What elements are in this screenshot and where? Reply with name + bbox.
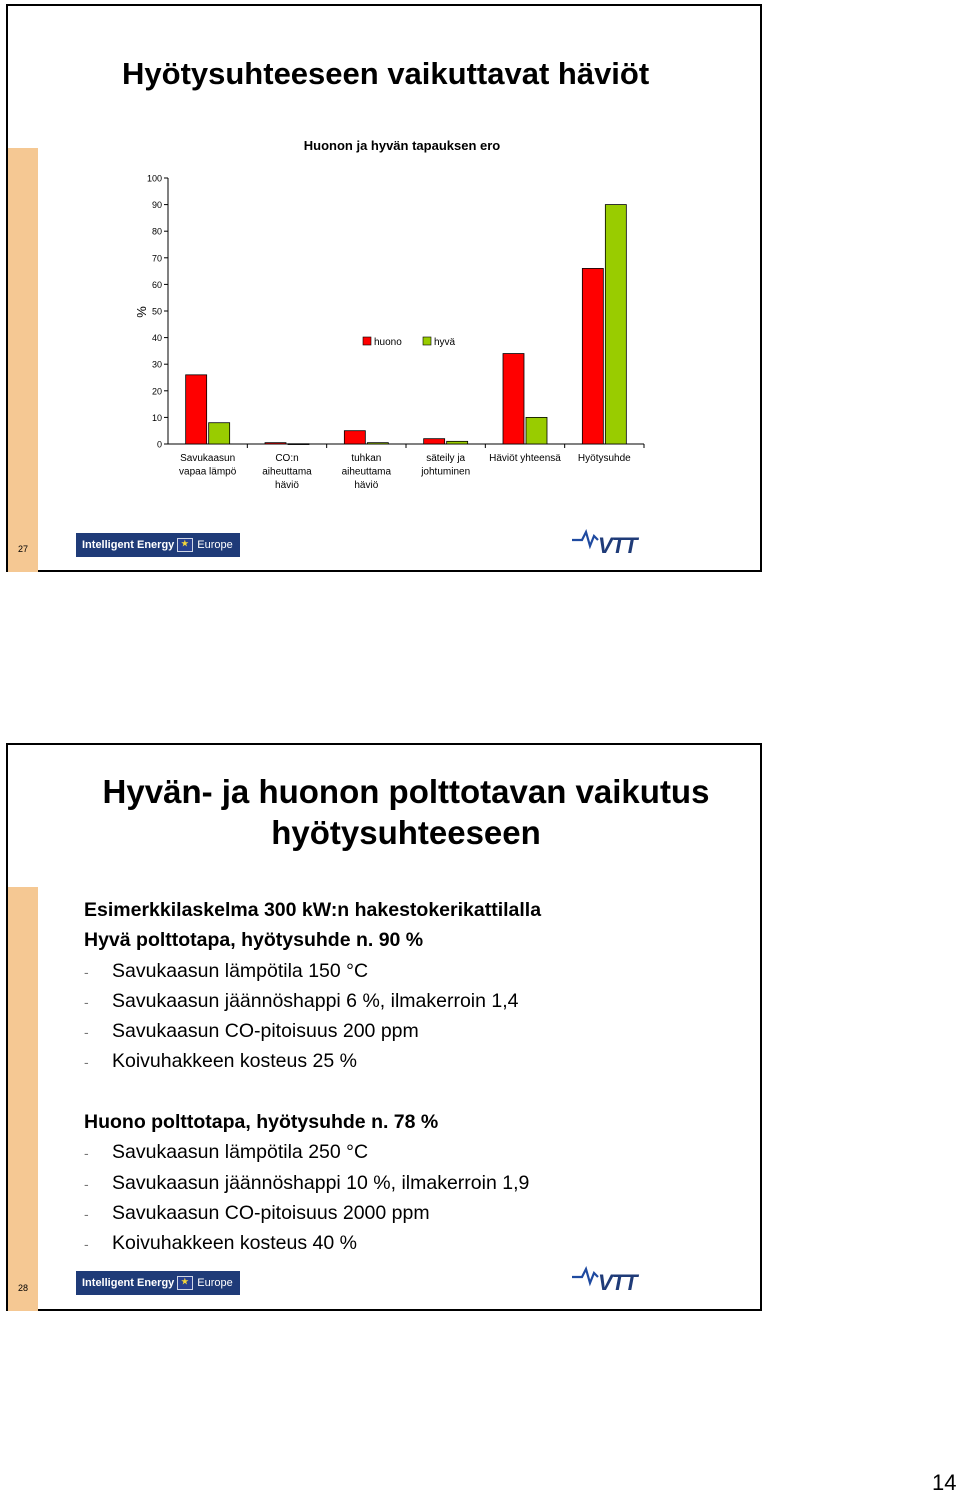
bullet-dash: - [84, 963, 89, 980]
bar-hyvä [526, 417, 547, 444]
bar-hyvä [447, 441, 468, 444]
bar-huono [424, 439, 445, 444]
bullet-dash: - [84, 1236, 89, 1253]
bullet-item [84, 1198, 541, 1228]
slide-number: 27 [18, 544, 29, 554]
legend-label-hyvä: hyvä [434, 337, 456, 348]
y-tick-label: 30 [151, 359, 162, 370]
x-tick-label: Hyötysuhde [577, 453, 631, 464]
x-tick-label: CO:n [275, 453, 299, 464]
logo-text: Intelligent Energy [82, 539, 175, 551]
svg-text:VTT: VTT [598, 1270, 637, 1293]
bullet-text: Koivuhakkeen kosteus 40 % [112, 1232, 357, 1255]
logo-text-europe: Europe [197, 539, 233, 551]
eu-flag-icon [177, 1276, 193, 1290]
x-tick-label: aiheuttama [341, 466, 392, 478]
bullet-dash: - [84, 1054, 89, 1071]
bullet-text: Savukaasun CO-pitoisuus 200 ppm [112, 1020, 419, 1043]
bullet-text: Savukaasun jäännöshappi 10 %, ilmakerroin 1,9 [112, 1171, 530, 1194]
page-number: 14 [932, 1470, 957, 1495]
bullet-item [84, 1016, 541, 1046]
bar-huono [344, 431, 365, 444]
x-tick-label: tuhkan [351, 453, 382, 464]
bullet-dash: - [84, 1024, 89, 1041]
intelligent-energy-europe-logo [76, 533, 240, 557]
bullet-item [84, 1046, 541, 1076]
chart-title: Huonon ja hyvän tapauksen ero [303, 138, 501, 153]
y-tick-label: 40 [151, 333, 162, 344]
section-heading: Huono polttotapa, hyötysuhde n. 78 % [84, 1111, 439, 1134]
x-tick-label: Häviöt yhteensä [489, 453, 561, 464]
bullet-text: Savukaasun lämpötila 250 °C [112, 1141, 369, 1164]
y-tick-label: 100 [146, 173, 162, 184]
eu-flag-icon [177, 538, 193, 552]
y-axis-label: % [134, 306, 149, 318]
section-heading: Hyvä polttotapa, hyötysuhde n. 90 % [84, 929, 424, 952]
y-tick-label: 20 [151, 386, 162, 397]
y-tick-label: 90 [151, 200, 162, 211]
legend-swatch-huono [363, 337, 371, 345]
x-tick-label: säteily ja [426, 453, 466, 464]
logo-text: Intelligent Energy [82, 1277, 175, 1289]
y-tick-label: 0 [156, 439, 162, 450]
bullet-item [84, 956, 541, 986]
bar-huono [265, 443, 286, 444]
x-tick-label: häviö [354, 480, 379, 491]
x-tick-label: aiheuttama [262, 466, 312, 478]
bar-huono [582, 268, 603, 444]
bullet-text: Savukaasun lämpötila 150 °C [112, 959, 369, 982]
bullet-dash: - [84, 1145, 89, 1162]
bullet-text: Savukaasun jäännöshappi 6 %, ilmakerroin 1,4 [112, 989, 519, 1012]
bar-hyvä [367, 443, 388, 444]
bullet-item [84, 1228, 541, 1258]
bar-hyvä [209, 423, 230, 444]
section-heading: Esimerkkilaskelma 300 kW:n hakestokerikattilalla [84, 899, 542, 921]
slide-title: Hyvän- ja huonon polttotavan vaikutus hyötysuhteeseen [102, 773, 710, 851]
bullet-item [84, 1168, 541, 1198]
intelligent-energy-europe-logo [76, 1271, 240, 1295]
bar-hyvä [288, 444, 309, 445]
svg-text:VTT: VTT [598, 533, 637, 556]
slide-body [84, 895, 541, 1259]
bar-huono [503, 354, 524, 444]
legend-swatch-hyvä [423, 337, 431, 345]
y-tick-label: 50 [151, 306, 162, 317]
slide-27 [6, 4, 762, 572]
bullet-item [84, 1137, 541, 1167]
vtt-logo [572, 1263, 656, 1293]
x-tick-label: vapaa lämpö [179, 466, 237, 478]
logo-text-europe: Europe [197, 1277, 233, 1289]
x-tick-label: johtuminen [421, 466, 471, 478]
y-tick-label: 70 [151, 253, 162, 264]
bar-chart [8, 6, 760, 506]
x-tick-label: Savukaasun [180, 453, 236, 464]
y-tick-label: 60 [151, 279, 162, 290]
bullet-dash: - [84, 993, 89, 1010]
x-tick-label: häviö [275, 480, 299, 491]
slide-title: Hyötysuhteeseen vaikuttavat häviöt [122, 56, 650, 91]
slide-28 [6, 743, 762, 1311]
slide-number: 28 [18, 1283, 29, 1293]
bullet-dash: - [84, 1205, 89, 1222]
spacer [84, 1077, 541, 1107]
y-tick-label: 10 [151, 412, 162, 423]
bullet-item [84, 986, 541, 1016]
bar-hyvä [605, 205, 626, 444]
bar-huono [186, 375, 207, 444]
bullet-text: Koivuhakkeen kosteus 25 % [112, 1050, 357, 1073]
bullet-text: Savukaasun CO-pitoisuus 2000 ppm [112, 1201, 430, 1224]
bullet-dash: - [84, 1175, 89, 1192]
slide-accent-stripe [8, 887, 38, 1311]
y-tick-label: 80 [151, 226, 162, 237]
legend-label-huono: huono [374, 337, 402, 348]
vtt-logo [572, 526, 656, 556]
